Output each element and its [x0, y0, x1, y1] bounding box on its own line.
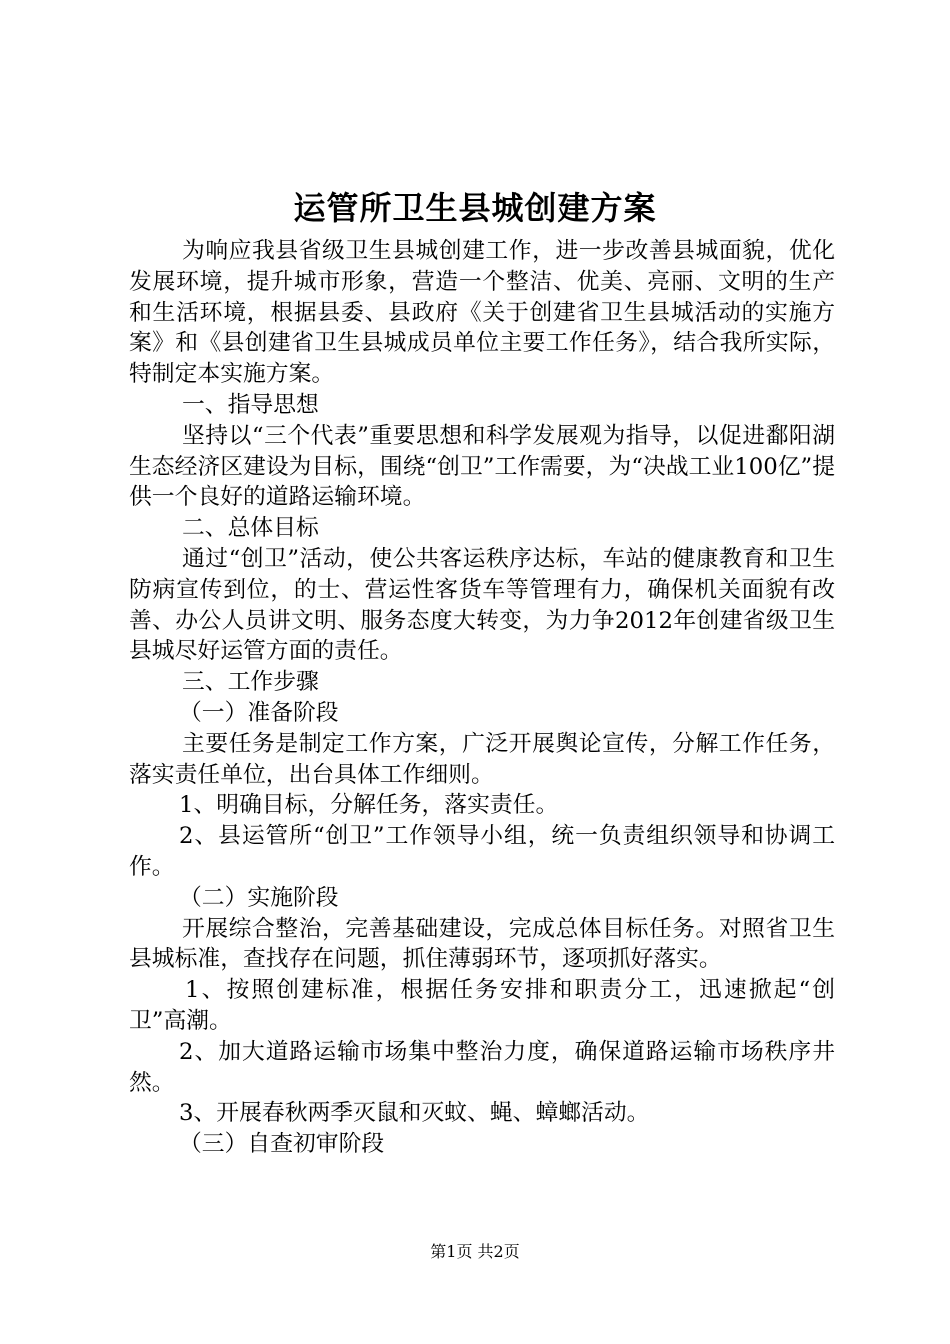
- guiding-ideology-paragraph: 坚持以“三个代表”重要思想和科学发展观为指导，以促进鄱阳湖生态经济区建设为目标，围绕“创卫”工作需要，为“决战工业100亿”提供一个良好的道路运输环境。: [129, 422, 835, 511]
- subsection-heading-implementation: （二）实施阶段: [179, 884, 339, 911]
- section-heading-overall-goal: 二、总体目标: [182, 515, 319, 542]
- subsection-heading-preparation: （一）准备阶段: [179, 699, 339, 726]
- implementation-item-3: 3、开展春秋两季灭鼠和灭蚊、蝇、蟑螂活动。: [179, 1100, 650, 1127]
- preparation-paragraph: 主要任务是制定工作方案，广泛开展舆论宣传，分解工作任务，落实责任单位，出台具体工作细则。: [129, 730, 835, 788]
- page-footer: 第1页 共2页: [430, 1242, 520, 1261]
- implementation-item-2: 2、加大道路运输市场集中整治力度，确保道路运输市场秩序井然。: [129, 1038, 835, 1096]
- document-body: [129, 236, 835, 1160]
- preparation-item-1: 1、明确目标，分解任务，落实责任。: [179, 792, 559, 819]
- implementation-paragraph: 开展综合整治，完善基础建设，完成总体目标任务。对照省卫生县城标准，查找存在问题，抓住薄弱环节，逐项抓好落实。: [129, 915, 835, 973]
- section-heading-work-steps: 三、工作步骤: [182, 669, 319, 696]
- overall-goal-paragraph: 通过“创卫”活动，使公共客运秩序达标，车站的健康教育和卫生防病宣传到位，的士、营运性客货车等管理有力，确保机关面貌有改善、办公人员讲文明、服务态度大转变，为力争2012年创建省级卫生县城尽好运管方面的责任。: [129, 545, 835, 665]
- subsection-heading-self-check: （三）自查初审阶段: [179, 1131, 385, 1158]
- preparation-item-2: 2、县运管所“创卫”工作领导小组，统一负责组织领导和协调工作。: [129, 823, 835, 880]
- intro-paragraph: 为响应我县省级卫生县城创建工作，进一步改善县城面貌，优化发展环境，提升城市形象，营造一个整洁、优美、亮丽、文明的生产和生活环境，根据县委、县政府《关于创建省卫生县城活动的实施方案》和《县创建省卫生县城成员单位主要工作任务》，结合我所实际，特制定本实施方案。: [129, 238, 835, 388]
- implementation-item-1: 1、按照创建标准，根据任务安排和职责分工，迅速掀起“创卫”高潮。: [129, 977, 835, 1034]
- section-heading-guiding-ideology: 一、指导思想: [182, 391, 319, 418]
- document-title: 运管所卫生县城创建方案: [293, 189, 657, 227]
